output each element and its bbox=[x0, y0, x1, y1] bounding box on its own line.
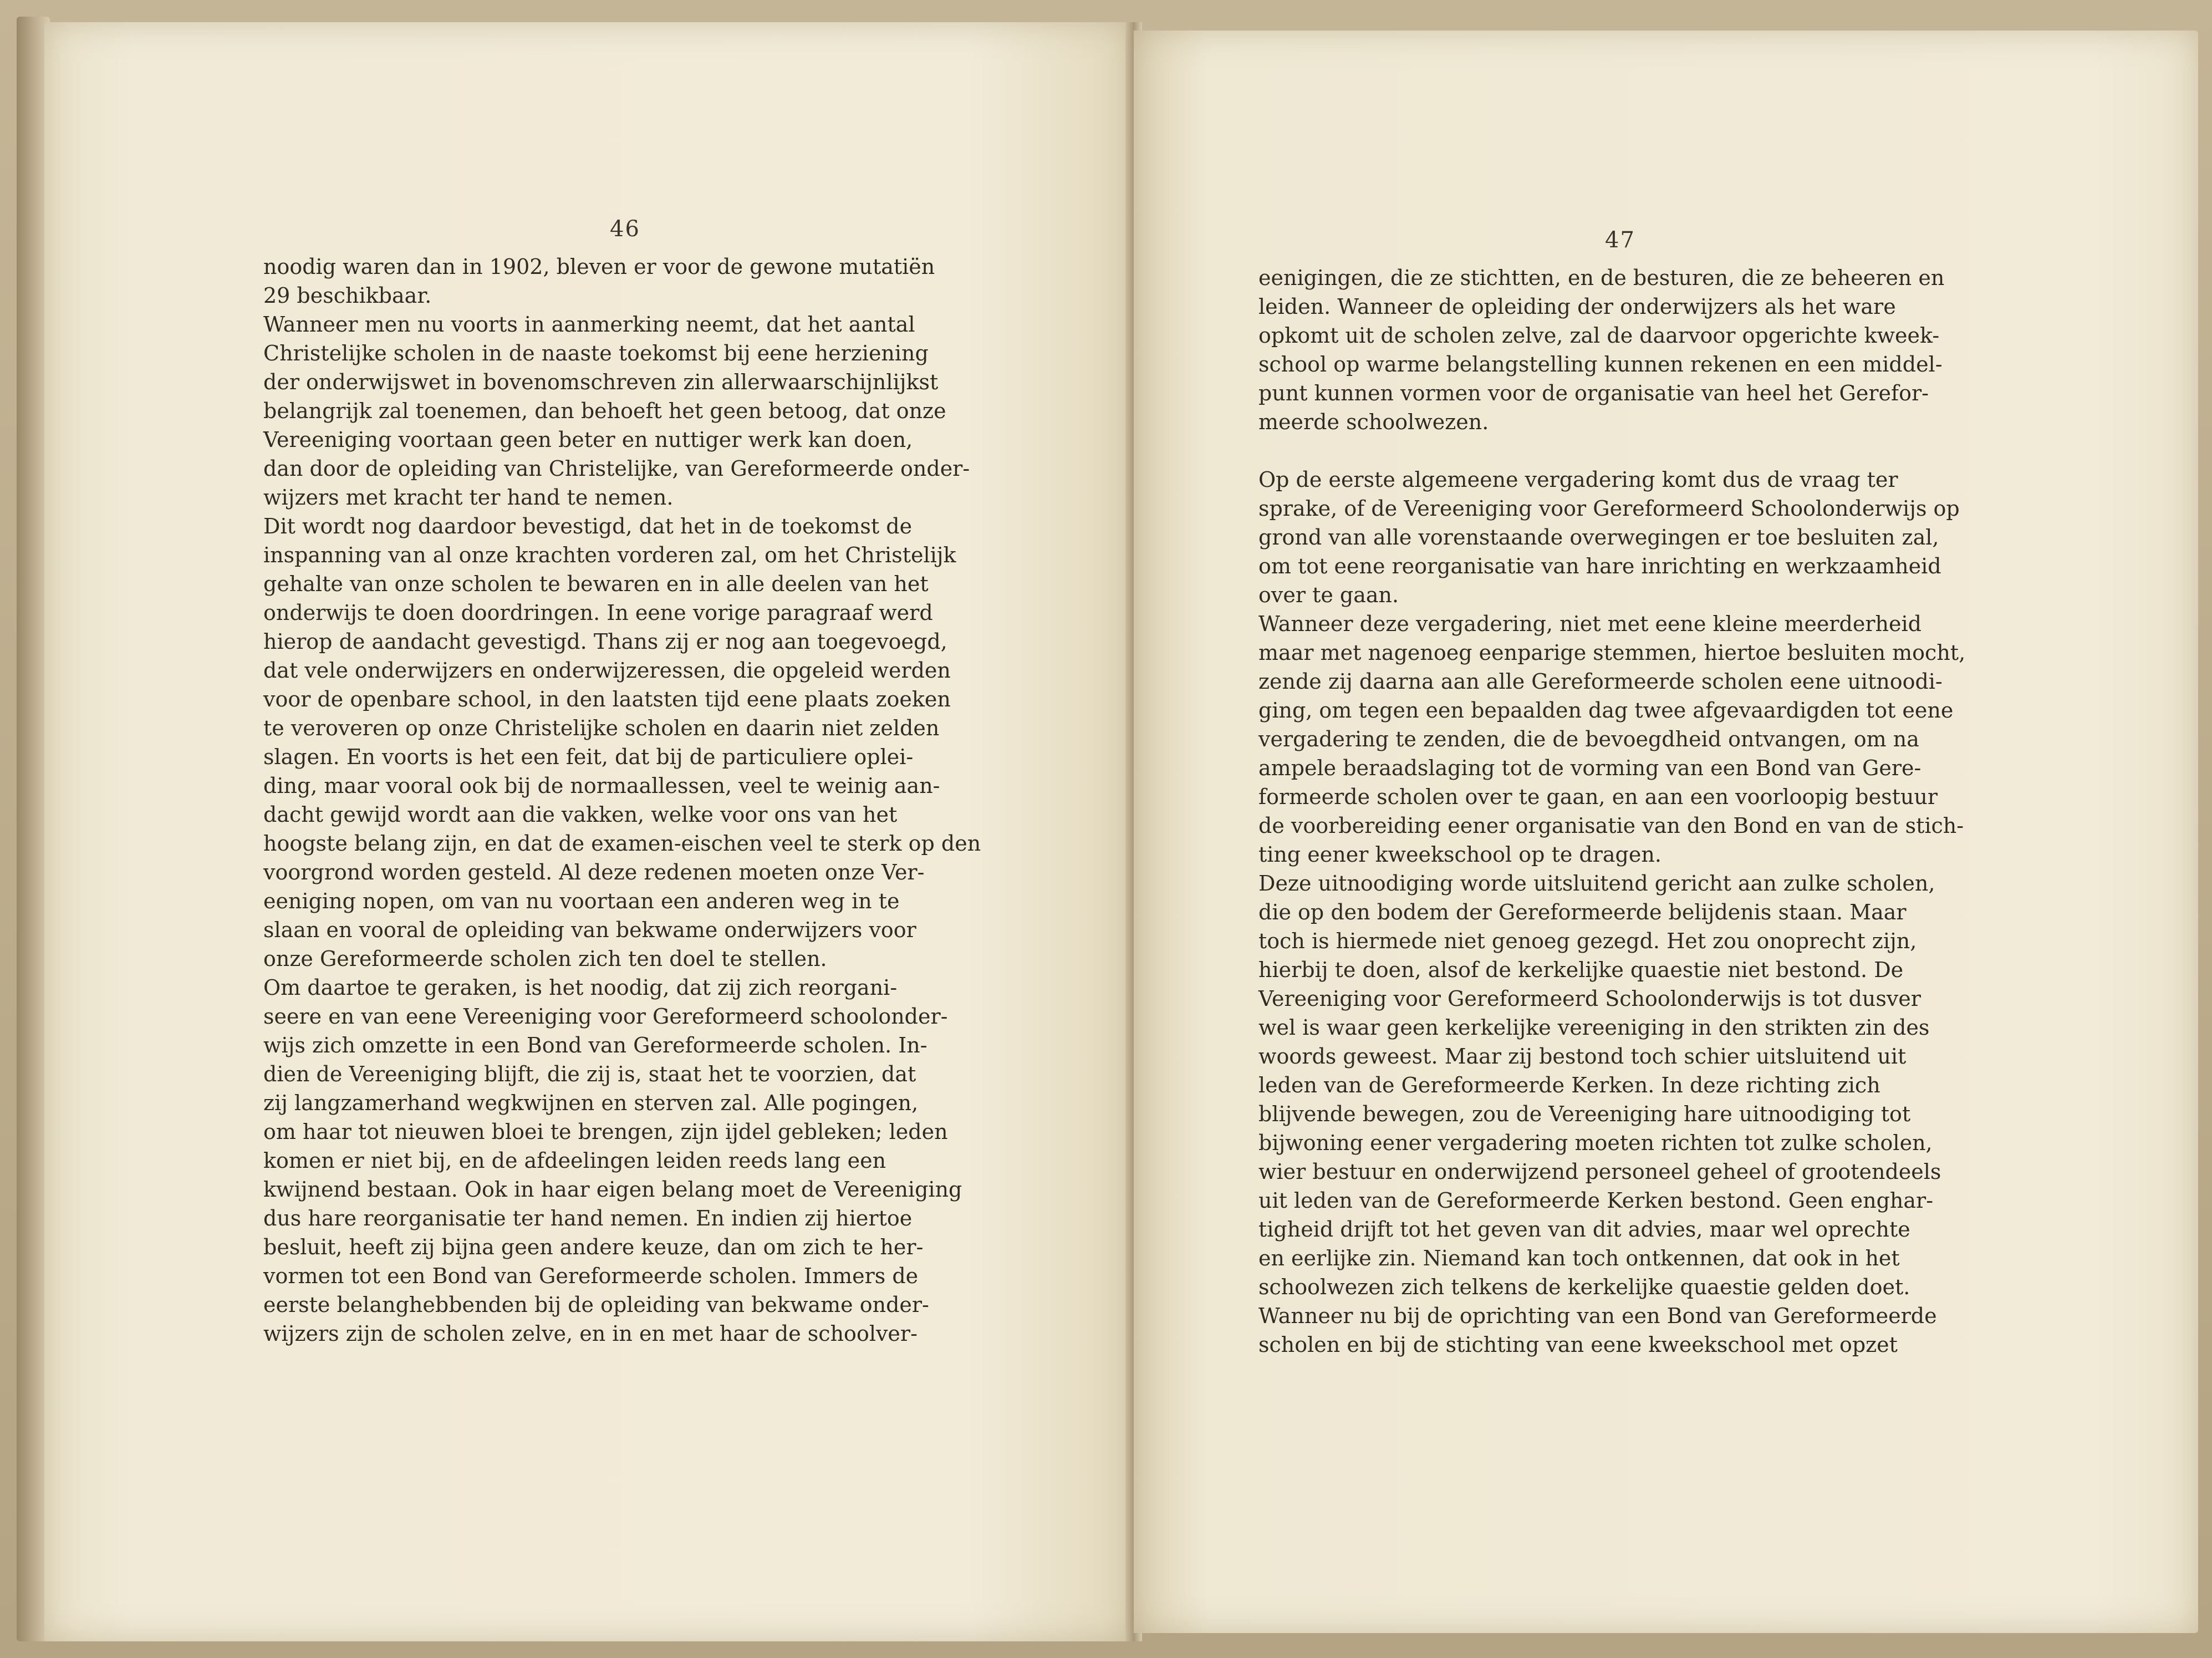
text-line: besluit, heeft zij bijna geen andere keuze, dan om zich te her- bbox=[263, 1235, 924, 1259]
text-line: over te gaan. bbox=[1258, 583, 1399, 607]
text-line: zende zij daarna aan alle Gereformeerde scholen eene uitnoodi- bbox=[1258, 669, 1943, 694]
text-line: dan door de opleiding van Christelijke, van Gereformeerde onder- bbox=[263, 456, 970, 481]
text-line: eenigingen, die ze stichtten, en de besturen, die ze beheeren en bbox=[1258, 266, 1945, 290]
right-page bbox=[1134, 30, 2198, 1633]
text-line: leden van de Gereformeerde Kerken. In deze richting zich bbox=[1258, 1073, 1880, 1097]
text-line: die op den bodem der Gereformeerde belijdenis staan. Maar bbox=[1258, 900, 1907, 924]
text-line: zij langzamerhand wegkwijnen en sterven zal. Alle pogingen, bbox=[263, 1091, 919, 1115]
text-line: voorgrond worden gesteld. Al deze redenen moeten onze Ver- bbox=[263, 860, 925, 884]
text-line: dacht gewijd wordt aan die vakken, welke voor ons van het bbox=[263, 802, 898, 827]
text-line: woords geweest. Maar zij bestond toch schier uitsluitend uit bbox=[1258, 1044, 1907, 1069]
text-line: om haar tot nieuwen bloei te brengen, zijn ijdel gebleken; leden bbox=[263, 1120, 948, 1144]
text-line: onze Gereformeerde scholen zich ten doel te stellen. bbox=[263, 947, 827, 971]
text-line: formeerde scholen over te gaan, en aan een voorloopig bestuur bbox=[1258, 785, 1938, 809]
text-line: grond van alle vorenstaande overwegingen er toe besluiten zal, bbox=[1258, 525, 1939, 550]
text-line: hoogste belang zijn, en dat de examen-eischen veel te sterk op den bbox=[263, 831, 981, 856]
text-line: sprake, of de Vereeniging voor Gereformeerd Schoolonderwijs op bbox=[1258, 496, 1960, 521]
text-line: komen er niet bij, en de afdeelingen leiden reeds lang een bbox=[263, 1148, 886, 1173]
text-line: Op de eerste algemeene vergadering komt dus de vraag ter bbox=[1258, 467, 1898, 492]
text-line: slagen. En voorts is het een feit, dat bij de particuliere oplei- bbox=[263, 745, 914, 769]
text-line: kwijnend bestaan. Ook in haar eigen belang moet de Vereeniging bbox=[263, 1177, 962, 1202]
text-line: dus hare reorganisatie ter hand nemen. En indien zij hiertoe bbox=[263, 1206, 913, 1230]
text-line: noodig waren dan in 1902, bleven er voor de gewone mutatiën bbox=[263, 255, 935, 279]
text-line: maar met nagenoeg eenparige stemmen, hiertoe besluiten mocht, bbox=[1258, 640, 1966, 665]
text-line: wier bestuur en onderwijzend personeel geheel of grootendeels bbox=[1258, 1159, 1941, 1184]
text-line: wijzers met kracht ter hand te nemen. bbox=[263, 485, 674, 510]
text-line: ging, om tegen een bepaalden dag twee afgevaardigden tot eene bbox=[1258, 698, 1954, 723]
text-line: Christelijke scholen in de naaste toekomst bij eene herziening bbox=[263, 341, 929, 365]
text-line: ding, maar vooral ook bij de normaallessen, veel te weinig aan- bbox=[263, 774, 940, 798]
page-number: 47 bbox=[1605, 227, 1635, 253]
text-line: bijwoning eener vergadering moeten richten tot zulke scholen, bbox=[1258, 1131, 1933, 1155]
text-line: uit leden van de Gereformeerde Kerken bestond. Geen enghar- bbox=[1258, 1188, 1934, 1213]
text-line: Deze uitnoodiging worde uitsluitend gericht aan zulke scholen, bbox=[1258, 871, 1935, 896]
page-number: 46 bbox=[610, 216, 640, 242]
text-line: toch is hiermede niet genoeg gezegd. Het zou onoprecht zijn, bbox=[1258, 929, 1917, 953]
text-line: wijzers zijn de scholen zelve, en in en met haar de schoolver- bbox=[263, 1321, 918, 1346]
text-line: Om daartoe te geraken, is het noodig, dat zij zich reorgani- bbox=[263, 975, 898, 1000]
text-line: wel is waar geen kerkelijke vereeniging in den strikten zin des bbox=[1258, 1015, 1930, 1040]
text-line: leiden. Wanneer de opleiding der onderwijzers als het ware bbox=[1258, 294, 1896, 319]
text-line: vormen tot een Bond van Gereformeerde scholen. Immers de bbox=[263, 1264, 919, 1288]
text-line: vergadering te zenden, die de bevoegdheid ontvangen, om na bbox=[1258, 727, 1919, 751]
text-line: Dit wordt nog daardoor bevestigd, dat het in de toekomst de bbox=[263, 514, 913, 538]
text-line: hierbij te doen, alsof de kerkelijke quaestie niet bestond. De bbox=[1258, 958, 1904, 982]
text-line: onderwijs te doen doordringen. In eene vorige paragraaf werd bbox=[263, 601, 933, 625]
text-line: en eerlijke zin. Niemand kan toch ontkennen, dat ook in het bbox=[1258, 1246, 1900, 1270]
text-line: slaan en vooral de opleiding van bekwame onderwijzers voor bbox=[263, 918, 916, 942]
text-line: gehalte van onze scholen te bewaren en in alle deelen van het bbox=[263, 572, 929, 596]
text-line: te veroveren op onze Christelijke scholen en daarin niet zelden bbox=[263, 716, 940, 740]
text-line: de voorbereiding eener organisatie van den Bond en van de stich- bbox=[1258, 813, 1964, 838]
text-line: punt kunnen vormen voor de organisatie van heel het Gerefor- bbox=[1258, 381, 1929, 405]
text-line: school op warme belangstelling kunnen rekenen en een middel- bbox=[1258, 352, 1943, 377]
text-line: hierop de aandacht gevestigd. Thans zij er nog aan toegevoegd, bbox=[263, 629, 947, 654]
text-line: tigheid drijft tot het geven van dit advies, maar wel oprechte bbox=[1258, 1217, 1910, 1242]
text-line: dat vele onderwijzers en onderwijzeressen, die opgeleid werden bbox=[263, 658, 951, 683]
text-line: ampele beraadslaging tot de vorming van een Bond van Gere- bbox=[1258, 756, 1922, 780]
text-line: eerste belanghebbenden bij de opleiding van bekwame onder- bbox=[263, 1293, 929, 1317]
text-line: inspanning van al onze krachten vorderen zal, om het Christelijk bbox=[263, 543, 956, 567]
text-line: Wanneer men nu voorts in aanmerking neemt, dat het aantal bbox=[263, 312, 915, 337]
text-line: Wanneer nu bij de oprichting van een Bond van Gereformeerde bbox=[1258, 1304, 1937, 1328]
text-line: dien de Vereeniging blijft, die zij is, staat het te voorzien, dat bbox=[263, 1062, 916, 1086]
text-line: Vereeniging voor Gereformeerd Schoolonderwijs is tot dusver bbox=[1258, 986, 1921, 1011]
text-line: scholen en bij de stichting van eene kweekschool met opzet bbox=[1258, 1332, 1898, 1357]
text-line: om tot eene reorganisatie van hare inrichting en werkzaamheid bbox=[1258, 554, 1941, 578]
text-line: 29 beschikbaar. bbox=[263, 283, 432, 308]
text-line: wijs zich omzette in een Bond van Gereformeerde scholen. In- bbox=[263, 1033, 927, 1057]
text-line: voor de openbare school, in den laatsten tijd eene plaats zoeken bbox=[263, 687, 951, 711]
text-line: blijvende bewegen, zou de Vereeniging hare uitnoodiging tot bbox=[1258, 1102, 1911, 1126]
left-page-text bbox=[263, 252, 1034, 1348]
right-page-text bbox=[1258, 263, 1996, 1359]
text-line: eeniging nopen, om van nu voortaan een anderen weg in te bbox=[263, 889, 900, 913]
left-page bbox=[44, 22, 1131, 1641]
text-line: belangrijk zal toenemen, dan behoeft het geen betoog, dat onze bbox=[263, 399, 946, 423]
text-line: Vereeniging voortaan geen beter en nuttiger werk kan doen, bbox=[263, 428, 913, 452]
text-line: ting eener kweekschool op te dragen. bbox=[1258, 842, 1661, 867]
text-line: seere en van eene Vereeniging voor Gereformeerd schoolonder- bbox=[263, 1004, 948, 1029]
text-line: meerde schoolwezen. bbox=[1258, 410, 1489, 434]
text-line: opkomt uit de scholen zelve, zal de daarvoor opgerichte kweek- bbox=[1258, 323, 1940, 348]
text-line: Wanneer deze vergadering, niet met eene kleine meerderheid bbox=[1258, 612, 1922, 636]
text-line: schoolwezen zich telkens de kerkelijke quaestie gelden doet. bbox=[1258, 1275, 1910, 1299]
text-line: der onderwijswet in bovenomschreven zin allerwaarschijnlijkst bbox=[263, 370, 939, 394]
paragraph-gap bbox=[1258, 436, 1996, 465]
